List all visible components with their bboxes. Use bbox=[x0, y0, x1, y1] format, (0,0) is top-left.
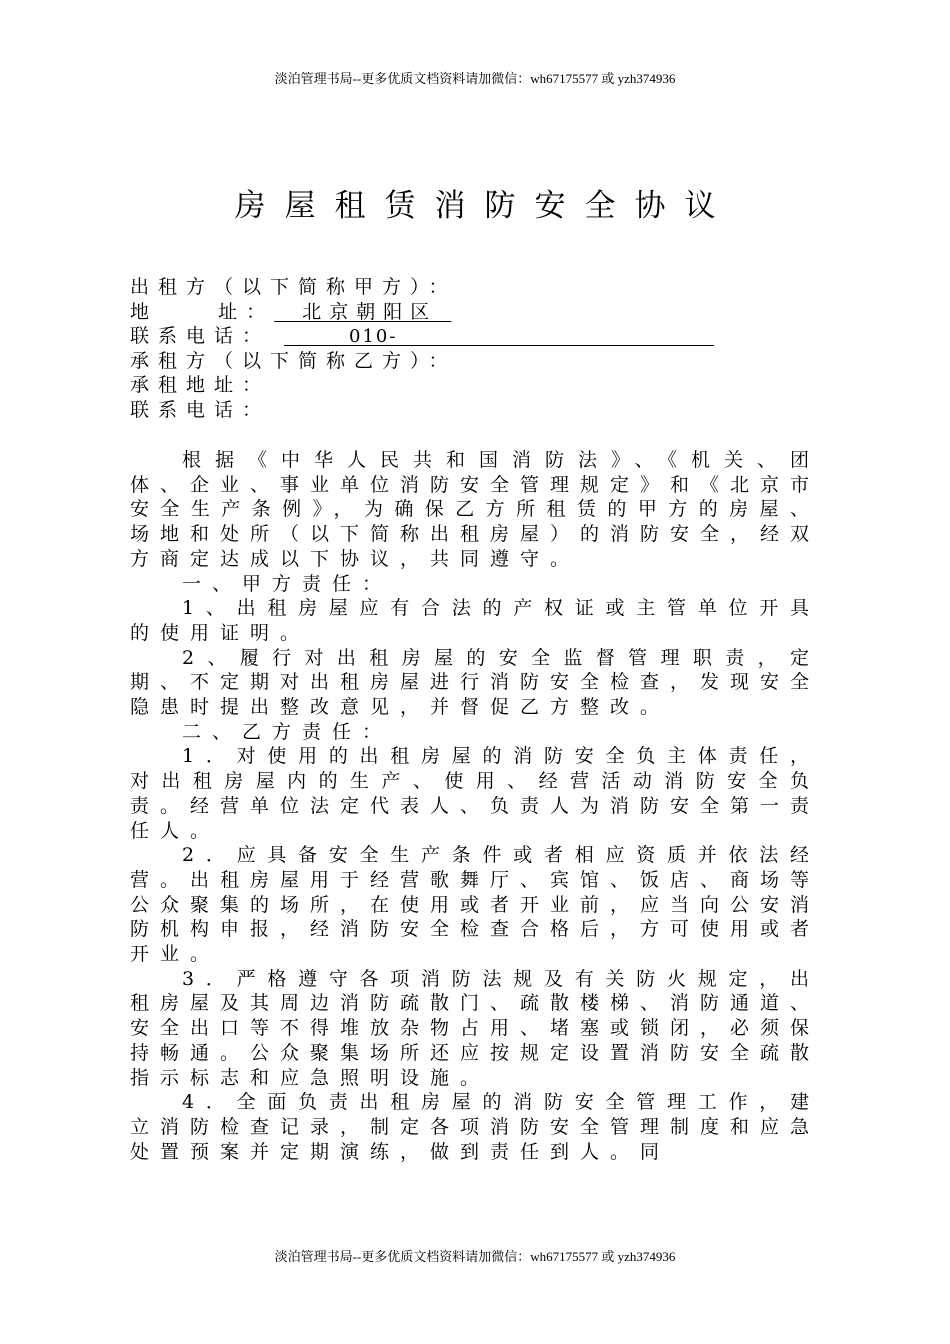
phone-label: 联系电话： bbox=[130, 325, 271, 348]
address-line bbox=[130, 300, 714, 325]
party-info bbox=[130, 275, 714, 423]
section-2-heading: 二、乙方责任： bbox=[182, 720, 393, 743]
phone-value: 010- bbox=[349, 326, 398, 348]
section-2-item-4: 4．全面负责出租房屋的消防安全管理工作，建立消防检查记录，制定各项消防安全管理制度和应急处置预案并定期演练，做到责任到人。同 bbox=[130, 1091, 821, 1163]
section-1-item-1: 1、出租房屋应有合法的产权证或主管单位开具的使用证明。 bbox=[130, 597, 820, 644]
lessee-line: 承租方（以下简称乙方）： bbox=[130, 349, 457, 372]
lessor-line: 出租方（以下简称甲方）： bbox=[130, 276, 457, 298]
page-header: 淡泊管理书局--更多优质文档资料请加微信：wh67175577 或 yzh374936 bbox=[274, 71, 676, 86]
document-title: 房屋租赁消防安全协议 bbox=[234, 188, 735, 224]
section-2-item-1: 1．对使用的出租房屋的消防安全负主体责任，对出租房屋内的生产、使用、经营活动消防安全负责。经营单位法定代表人、负责人为消防安全第一责任人。 bbox=[130, 745, 821, 842]
address-label: 地 址： bbox=[130, 300, 275, 323]
section-2-item-3: 3．严格遵守各项消防法规及有关防火规定，出租房屋及其周边消防疏散门、疏散楼梯、消防通道、安全出口等不得堆放杂物占用、堵塞或锁闭，必须保持畅通。公众聚集场所还应按规定设置消防安全疏散指示标志和应急照明设施。 bbox=[130, 967, 821, 1089]
intro-paragraph: 根据《中华人民共和国消防法》、《机关、团体、企业、事业单位消防安全管理规定》和《北京市安全生产条例》，为确保乙方所租赁的甲方的房屋、场地和处所（以下简称出租房屋）的消防安全，经双方商定达成以下协议，共同遵守。 bbox=[130, 449, 821, 570]
phone-underline bbox=[284, 325, 714, 346]
address-value: 北京朝阳区 bbox=[274, 300, 452, 323]
lessee-phone-line: 联系电话： bbox=[130, 398, 271, 421]
agreement-body bbox=[130, 448, 820, 1164]
section-2-item-2: 2．应具备安全生产条件或者相应资质并依法经营。出租房屋用于经营歌舞厅、宾馆、饭店、商场等公众聚集的场所，在使用或者开业前，应当向公安消防机构申报，经消防安全检查合格后，方可使用或者开业。 bbox=[130, 844, 821, 966]
section-1-item-2: 2、履行对出租房屋的安全监督管理职责，定期、不定期对出租房屋进行消防安全检查，发现安全隐患时提出整改意见，并督促乙方整改。 bbox=[130, 646, 821, 719]
lessee-address-line: 承租地址： bbox=[130, 374, 271, 397]
page-footer: 淡泊管理书局--更多优质文档资料请加微信：wh67175577 或 yzh374936 bbox=[274, 1249, 676, 1264]
phone-line bbox=[130, 324, 714, 349]
section-1-heading: 一、甲方责任： bbox=[182, 572, 393, 595]
